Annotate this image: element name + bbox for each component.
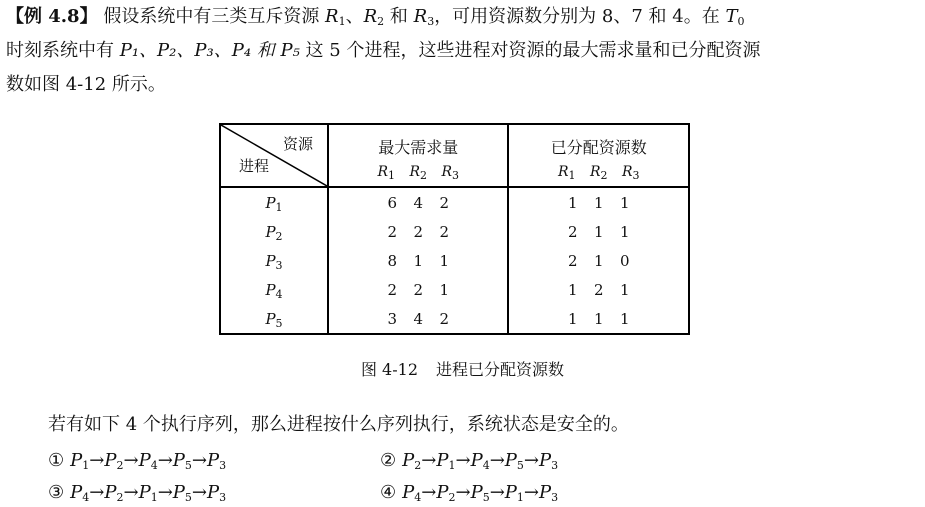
table-row [220,304,689,334]
example-tag: 【例 4.8】 [6,6,98,27]
table-header-row [220,124,689,187]
max-demand-header: 最大需求量 $R_1$ $R_2$ $R_3$ [328,124,508,187]
allocated-cell: 2 1 1 [567,222,630,241]
max-subheaders: $R_1$ $R_2$ $R_3$ [377,164,459,182]
table-row [220,217,689,246]
allocated-cell: 1 1 1 [567,193,630,212]
figure-title: 进程已分配资源数 [436,360,565,379]
max-demand-cell: 2 2 1 [328,275,508,304]
process-cell: $P_2$ [220,217,328,246]
process-cell: $P_1$ [220,187,328,217]
max-demand-cell: 8 1 1 [328,246,508,275]
allocated-cell: 2 1 0 [567,251,630,270]
allocated-cell: 1 1 1 [567,309,630,328]
table-row [220,275,689,304]
alloc-subheaders: $R_1$ $R_2$ $R_3$ [557,164,640,182]
intro-line-2: 时刻系统中有 P₁、P₂、P₃、P₄ 和 P₅ 这 5 个进程，这些进程对资源的最大需求量和已分配资源 [6,40,761,61]
resource-table [219,123,690,335]
table-body [220,187,689,334]
process-list: P₁、P₂、P₃、P₄ 和 P₅ [119,40,300,61]
figure-number: 图 4-12 [360,360,419,379]
intro-line-1: 【例 4.8】 假设系统中有三类互斥资源 $R_1$、$R_2$ 和 $R_3$，可用资源数分别为 8、7 和 4。在 $T_0$ [6,6,745,28]
diagonal-corner-cell [220,124,328,187]
allocated-cell: 1 2 1 [567,280,630,299]
allocated-header: 已分配资源数 $R_1$ $R_2$ $R_3$ [508,124,689,187]
process-cell: $P_4$ [220,275,328,304]
option-2: ② $P_2\to P_1\to P_4\to P_5\to P_3$ [380,450,559,472]
option-3: ③ $P_4\to P_2\to P_1\to P_5\to P_3$ [48,482,227,504]
intro-paragraph [6,0,918,102]
process-cell: $P_3$ [220,246,328,275]
table-row [220,246,689,275]
option-4: ④ $P_4\to P_2\to P_5\to P_1\to P_3$ [380,482,559,504]
process-cell: $P_5$ [220,304,328,334]
table-row [220,187,689,217]
corner-process-label: 进程 [239,157,270,175]
question-text: 若有如下 4 个执行序列，那么进程按什么序列执行，系统状态是安全的。 [48,414,629,435]
max-demand-cell: 6 4 2 [328,187,508,217]
max-demand-cell: 3 4 2 [328,304,508,334]
max-demand-cell: 2 2 2 [328,217,508,246]
option-1: ① $P_1\to P_2\to P_4\to P_5\to P_3$ [48,450,227,472]
intro-line-3: 数如图 4-12 所示。 [6,74,166,95]
figure-caption [0,357,925,380]
corner-resource-label: 资源 [282,135,313,153]
